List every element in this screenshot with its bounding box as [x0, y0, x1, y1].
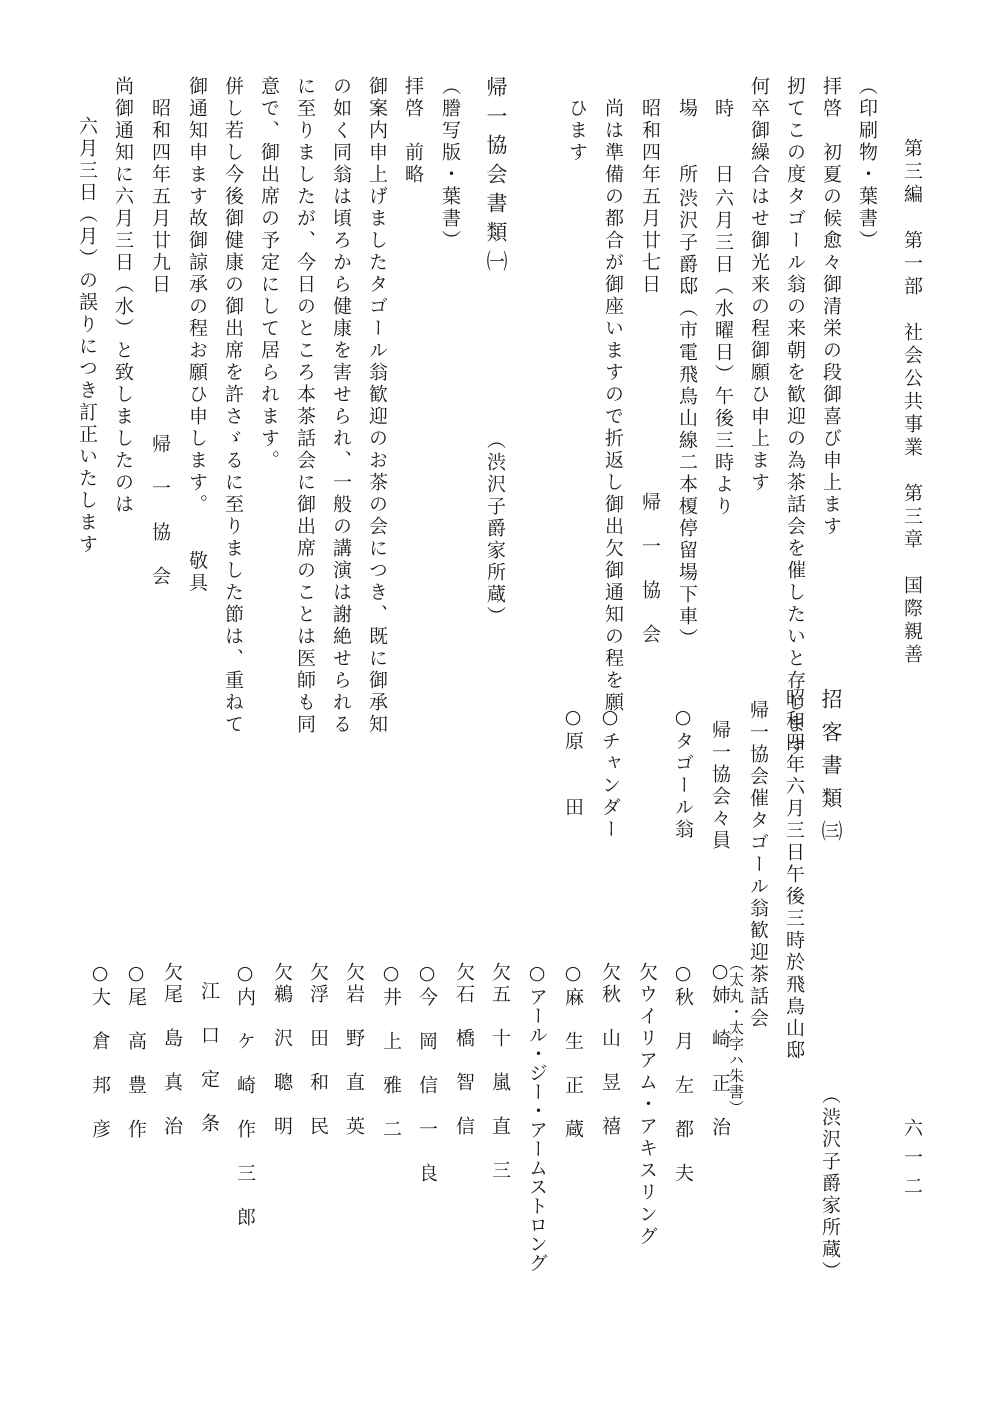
attendance-mark: ○ [562, 962, 584, 987]
member-name: 尾 高 豊 作 [125, 987, 147, 1141]
attendance-mark: ○ [125, 962, 147, 987]
member-name: 大 倉 邦 彦 [89, 987, 111, 1141]
doc2-collection: （渋沢子爵家所蔵） [484, 430, 506, 628]
member-name: 姉 崎 正 治 [709, 985, 731, 1139]
member-name: 江 口 定 条 [198, 981, 220, 1135]
member-entry [344, 962, 363, 1138]
member-name: 岩 野 直 英 [343, 984, 365, 1138]
member-entry [199, 962, 218, 1135]
doc2-correction-2: 六月三日（月）の誤りにつき訂正いたします [76, 116, 98, 556]
doc2-line-1: 御案内申上げましたタゴール翁歓迎のお茶の会につき、既に御承知 [366, 76, 388, 736]
doc1-place-label: 場 所 [676, 98, 698, 186]
member-entry [527, 962, 546, 1272]
doc1-sender: 帰 一 協 会 [639, 492, 661, 646]
doc2-line-3: に至りましたが、今日のところ本茶話会に御出席のことは医師も同 [294, 76, 316, 736]
attendance-mark: ○ [234, 962, 256, 987]
doc1-line-2: 扨てこの度タゴール翁の来朝を歓迎の為茶話会を催したいと存じます [784, 76, 806, 758]
doc3-line-1: 昭和四年六月三日午後三時於飛鳥山邸 [783, 688, 805, 1062]
attendance-mark: 欠 [343, 962, 365, 984]
doc2-format-note: （謄写版・葉書） [439, 76, 461, 252]
member-entry [454, 962, 473, 1138]
member-entry [126, 962, 145, 1141]
doc1-time-value: 六月三日（水曜日）午後三時より [712, 188, 734, 518]
attendance-mark: 欠 [307, 962, 329, 984]
page-number: 六一二 [901, 1118, 923, 1205]
member-name: 尾 島 真 治 [161, 984, 183, 1138]
doc2-date: 昭和四年五月廿九日 [149, 98, 171, 296]
member-entry [563, 962, 582, 1141]
member-entry [673, 962, 692, 1185]
member-name: 石 橋 智 信 [453, 984, 475, 1138]
doc1-line-1: 拝啓 初夏の候愈々御清栄の段御喜び申上ます [820, 76, 842, 538]
attendance-mark: ○ [709, 960, 731, 985]
member-entry [272, 962, 291, 1138]
doc2-greeting: 拝啓 前略 [402, 76, 424, 186]
member-entry [235, 962, 254, 1229]
member-name: 井 上 雅 二 [380, 987, 402, 1141]
member-name: 秋 月 左 都 夫 [672, 987, 694, 1185]
attendance-mark: ○ [89, 962, 111, 987]
member-entry [381, 962, 400, 1141]
member-name: 鵜 沢 聰 明 [271, 984, 293, 1138]
doc1-format-note: （印刷物・葉書） [856, 76, 878, 252]
member-name: ウイリアム・アキスリング [636, 984, 658, 1248]
doc3-members-label: 帰一協会々員 [709, 720, 731, 852]
doc2-line-5: 併し若し今後御健康の御出席を許さゞるに至りました節は、重ねて [222, 76, 244, 736]
member-name: 秋 山 昱 禧 [599, 984, 621, 1138]
attendance-mark: ○ [416, 962, 438, 987]
attendance-mark: 欠 [161, 962, 183, 984]
attendance-mark: 欠 [453, 962, 475, 984]
member-name: 今 岡 信 一 良 [416, 987, 438, 1185]
doc3-annotation: （太丸・太字ハ朱書） [727, 956, 745, 1116]
guest-2: ○チャンダー [599, 706, 621, 841]
doc2-line-6: 御通知申ます故御諒承の程お願ひ申します。 敬具 [186, 76, 208, 595]
doc2-sender: 帰 一 協 会 [149, 434, 171, 588]
attendance-mark: 欠 [599, 962, 621, 984]
member-name: 麻 生 正 蔵 [562, 987, 584, 1141]
member-entry [308, 962, 327, 1138]
member-entry [490, 962, 509, 1182]
running-head: 第三編 第一部 社会公共事業 第三章 国際親善 [901, 138, 923, 667]
attendance-mark: 欠 [489, 962, 511, 984]
member-entry [90, 962, 109, 1141]
member-name: 五 十 嵐 直 三 [489, 984, 511, 1182]
member-name: 浮 田 和 民 [307, 984, 329, 1138]
doc3-line-2: 帰一協会催タゴール翁歓迎茶話会 [747, 700, 769, 1030]
doc1-time-label: 時 日 [712, 98, 734, 186]
member-name: アール・ジー・アームストロング [526, 987, 548, 1272]
member-name: 内 ケ 崎 作 三 郎 [234, 987, 256, 1229]
attendance-mark: ○ [380, 962, 402, 987]
doc1-date: 昭和四年五月廿七日 [639, 98, 661, 296]
attendance-mark: ○ [526, 962, 548, 987]
doc2-line-2: の如く同翁は頃ろから健康を害せられ、一般の講演は謝絶せられる [330, 76, 352, 736]
doc2-correction-1: 尚御通知に六月三日（水）と致しましたのは [112, 76, 134, 516]
doc1-note-2: ひます [566, 98, 588, 164]
doc3-collection: （渋沢子爵家所蔵） [819, 1085, 841, 1283]
member-entry [417, 962, 436, 1185]
doc1-note-1: 尚は準備の都合が御座いますので折返し御出欠御通知の程を願 [602, 98, 624, 714]
doc1-line-3: 何卒御繰合はせ御光来の程御願ひ申上ます [748, 76, 770, 494]
doc3-title: 招客書類㈢ [819, 688, 843, 853]
guest-1: ○タゴール翁 [672, 706, 694, 841]
member-entry [162, 962, 181, 1138]
attendance-mark: 欠 [636, 962, 658, 984]
attendance-mark: 欠 [271, 962, 293, 984]
doc2-title: 帰一協会書類㈠ [484, 76, 508, 279]
doc1-place-value: 渋沢子爵邸（市電飛鳥山線二本榎停留場下車） [676, 188, 698, 650]
attendance-mark: ○ [672, 962, 694, 987]
member-entry [600, 962, 619, 1138]
member-entry [710, 960, 729, 1139]
doc2-line-4: 意で、御出席の予定にして居られます。 [258, 76, 280, 472]
guest-3: ○原 田 [562, 706, 584, 819]
member-entry [637, 962, 656, 1248]
